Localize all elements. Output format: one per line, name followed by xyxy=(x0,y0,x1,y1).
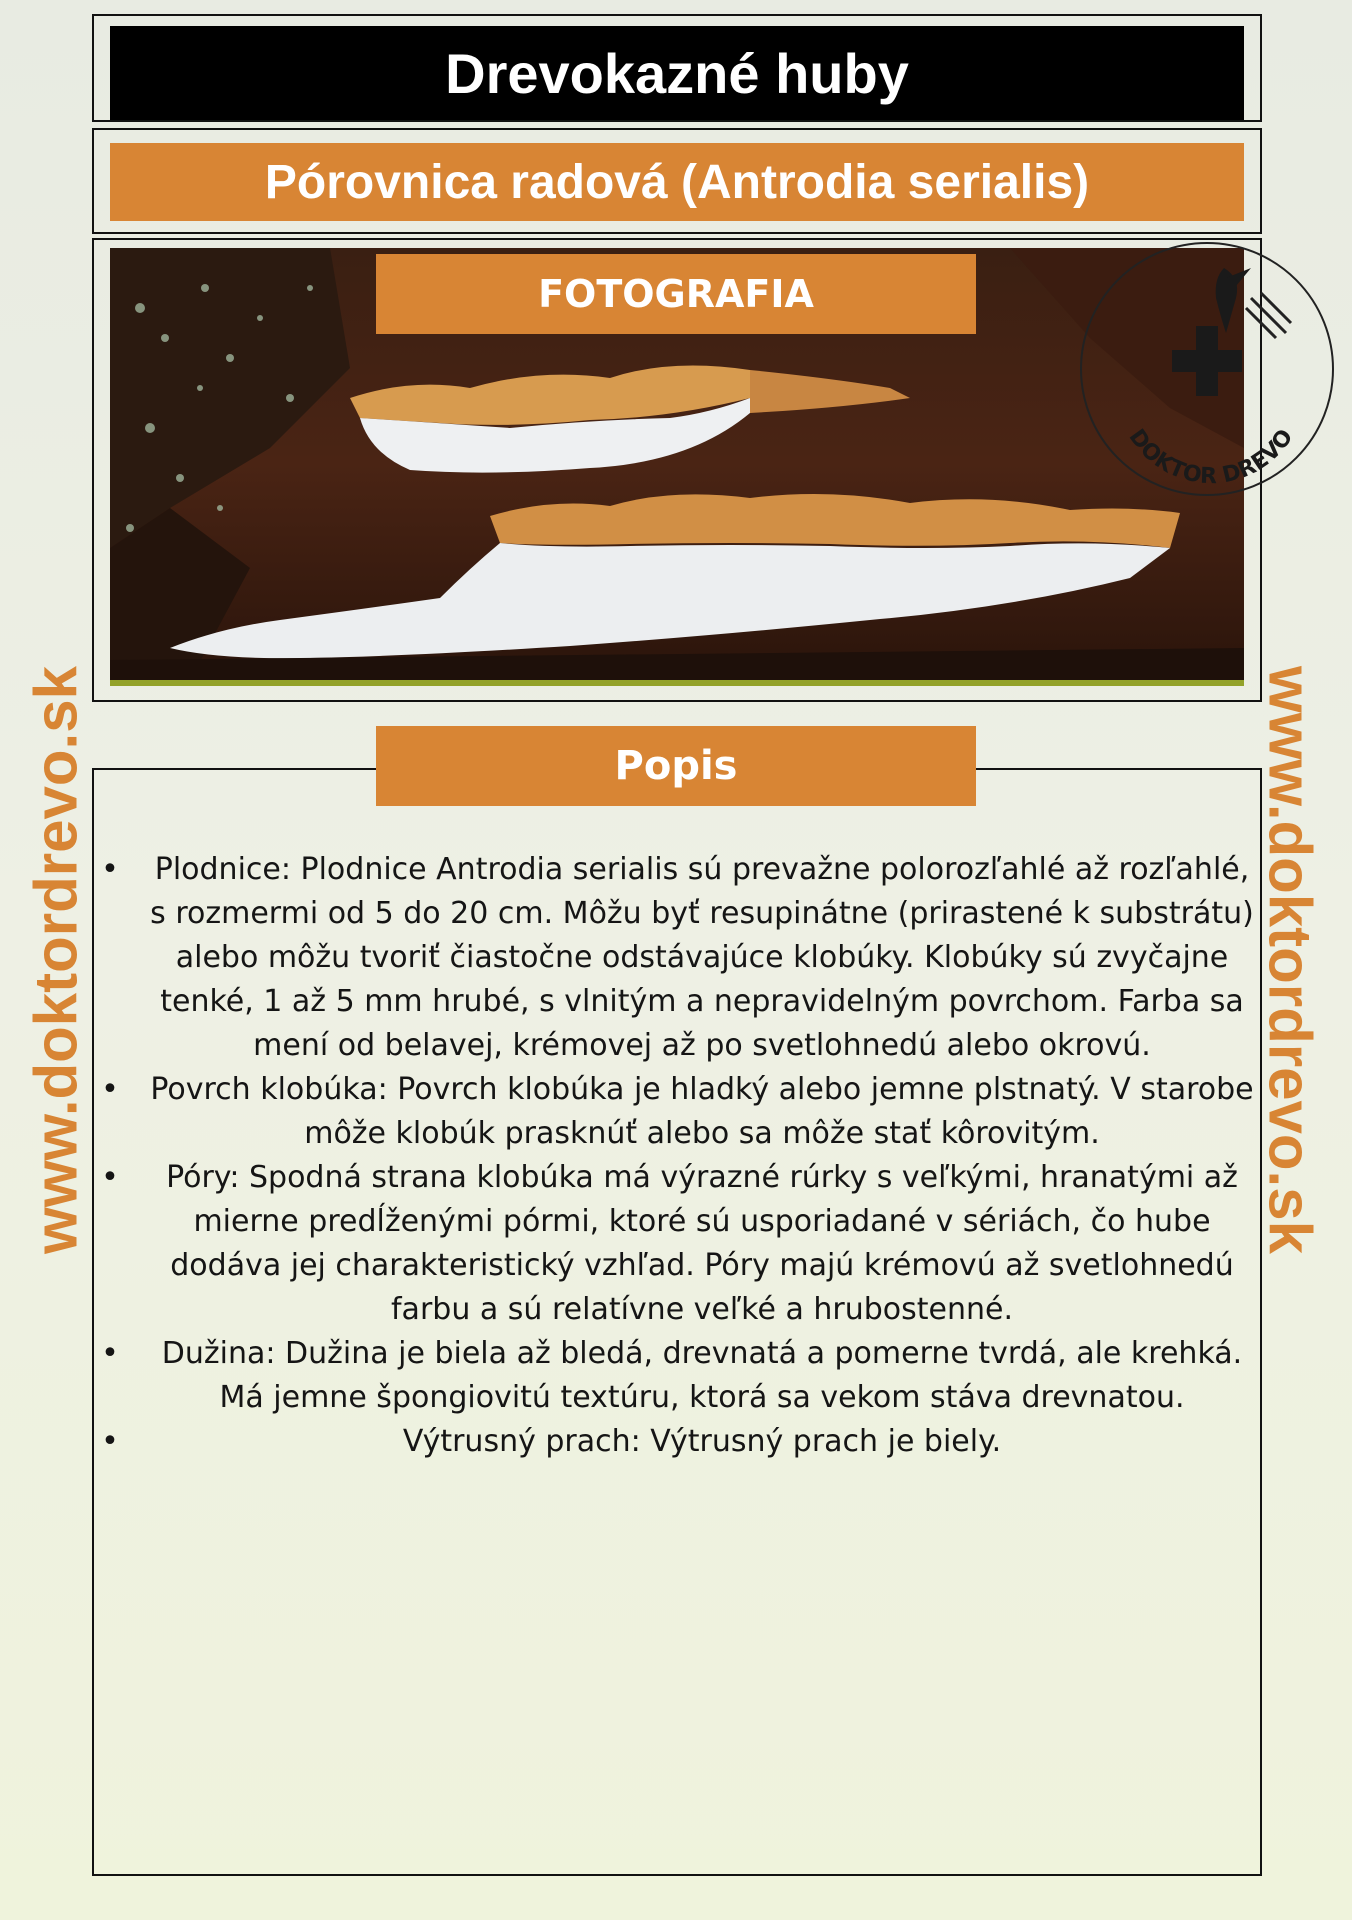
page-title: Drevokazné huby xyxy=(110,26,1244,120)
list-item xyxy=(100,848,1258,1068)
photo-section-label: FOTOGRAFIA xyxy=(376,254,976,334)
list-item-text: Povrch klobúka: Povrch klobúka je hladký alebo jemne plstnatý. V starobe môže klobúk prasknúť alebo sa môže stať kôrovitým. xyxy=(150,1072,1254,1151)
list-item-text: Póry: Spodná strana klobúka má výrazné rúrky s veľkými, hranatými až mierne predĺženými pórmi, ktoré sú usporiadané v sériách, čo hube dodáva jej charakteristický vzhľad. Póry majú krémovú až svetlohnedú farbu a sú relatívne veľké a hrubostenné. xyxy=(166,1160,1238,1327)
website-watermark-right: www.doktordrevo.sk xyxy=(1256,666,1324,1254)
species-title: Pórovnica radová (Antrodia serialis) xyxy=(110,143,1244,221)
doktordrevo-logo xyxy=(1076,238,1338,500)
list-item-text: Plodnice: Plodnice Antrodia serialis sú prevažne polorozľahlé až rozľahlé, s rozmermi od 5 do 20 cm. Môžu byť resupinátne (prirastené k substrátu) alebo môžu tvoriť čiastočne odstávajúce klobúky. Klobúky sú zvyčajne tenké, 1 až 5 mm hrubé, s vlnitým a nepravidelným povrchom. Farba sa mení od belavej, krémovej až po svetlohnedú alebo okrovú. xyxy=(150,852,1254,1063)
description-section-label: Popis xyxy=(376,726,976,806)
list-item xyxy=(100,1068,1258,1156)
list-item-text: Výtrusný prach: Výtrusný prach je biely. xyxy=(402,1424,1002,1459)
list-item xyxy=(100,1332,1258,1420)
list-item-text: Dužina: Dužina je biela až bledá, drevnatá a pomerne tvrdá, ale krehká. Má jemne špongiovitú textúru, ktorá sa vekom stáva drevnatou. xyxy=(161,1336,1243,1415)
bullet: • xyxy=(101,1424,119,1459)
bullet: • xyxy=(101,852,119,887)
logo-text: DOKTOR DREVO xyxy=(1123,424,1299,490)
bullet: • xyxy=(101,1336,119,1371)
list-item xyxy=(100,1420,1258,1464)
bullet: • xyxy=(101,1160,119,1195)
svg-text:DOKTOR DREVO xyxy=(1124,425,1299,489)
website-watermark-left: www.doktordrevo.sk xyxy=(22,666,90,1254)
bullet: • xyxy=(101,1072,119,1107)
list-item xyxy=(100,1156,1258,1332)
description-list xyxy=(100,848,1258,1464)
